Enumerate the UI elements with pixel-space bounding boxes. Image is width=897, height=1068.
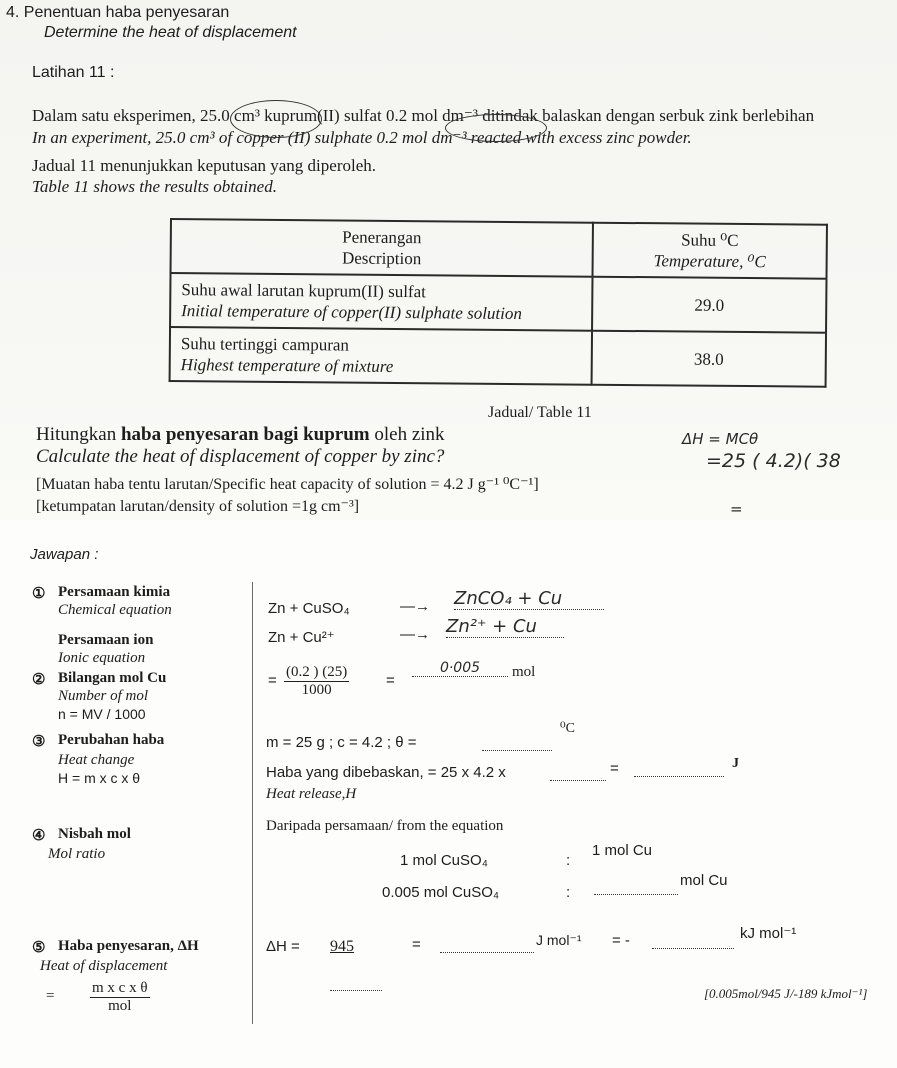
- row-highest-value: 38.0: [592, 331, 826, 387]
- dh-formula-denominator: mol: [108, 998, 132, 1014]
- dh-symbol: ΔH =: [266, 938, 300, 955]
- step1-marker: ①: [32, 586, 46, 602]
- heat-release-en: Heat release,H: [266, 786, 357, 802]
- dh-formula-equals: =: [46, 988, 55, 1004]
- header-temperature-ms: Suhu ⁰C: [681, 230, 739, 250]
- ink-circle-volume: [230, 100, 322, 138]
- row-highest-description: [170, 327, 592, 385]
- ink-circle-concentration: [445, 114, 547, 142]
- heat-equals: =: [610, 760, 619, 777]
- heat-values: m = 25 g ; c = 4.2 ; θ =: [266, 734, 417, 751]
- ionic-eq-answer[interactable]: Zn²⁺ + Cu: [446, 616, 564, 638]
- task-en: Calculate the heat of displacement of copper by zinc?: [36, 446, 445, 467]
- solution-density: [ketumpatan larutan/density of solution =1g cm⁻³]: [36, 498, 360, 515]
- mol-fraction: [284, 664, 349, 699]
- header-description: [171, 219, 593, 277]
- chemical-eq-arrow: —→: [400, 598, 430, 615]
- step5-marker: ⑤: [32, 940, 46, 956]
- step2-marker: ②: [32, 672, 46, 688]
- answer-column-divider: [252, 582, 253, 1024]
- intro-ms: Dalam satu eksperimen, 25.0 cm³ kuprum(II) sulfat 0.2 mol dm⁻³ ditindak balaskan dengan serbuk zink berlebihan: [32, 106, 815, 125]
- heat-answer-blank[interactable]: [634, 762, 724, 777]
- row-highest-ms: Suhu tertinggi campuran: [180, 334, 350, 355]
- chemical-eq-answer[interactable]: ZnCO₄ + Cu: [454, 588, 604, 610]
- table-intro-ms: Jadual 11 menunjukkan keputusan yang diperoleh.: [32, 156, 377, 175]
- header-description-ms: Penerangan: [342, 227, 422, 248]
- ratio-2-unit: mol Cu: [680, 872, 728, 889]
- ionic-label-en: Ionic equation: [58, 650, 146, 666]
- step2-equals: =: [268, 672, 277, 689]
- theta-unit: ⁰C: [560, 721, 575, 736]
- ionic-label-ms: Persamaan ion: [58, 632, 154, 648]
- margin-note-formula: ΔH = MCθ: [682, 430, 759, 448]
- header-description-en: Description: [341, 248, 422, 269]
- ratio-2-colon: :: [566, 884, 571, 901]
- row-highest-en: Highest temperature of mixture: [180, 355, 394, 376]
- step2-equals-2: =: [386, 672, 395, 689]
- dh-value: 945: [330, 938, 354, 955]
- question-title-en: Determine the heat of displacement: [44, 24, 297, 41]
- mol-denominator: 1000: [301, 682, 332, 698]
- ratio-1-left: 1 mol CuSO₄: [400, 852, 488, 869]
- row-initial-en: Initial temperature of copper(II) sulphate solution: [181, 301, 522, 324]
- step3-label-ms: Perubahan haba: [58, 732, 165, 748]
- ionic-eq-arrow: —→: [400, 626, 430, 643]
- dh-joule-blank[interactable]: [440, 938, 534, 953]
- heat-formula: H = m x c x θ: [58, 770, 141, 786]
- dh-working-blank[interactable]: [330, 982, 382, 991]
- intro-en: In an experiment, 25.0 cm³ of copper (II) sulphate 0.2 mol dm⁻³ reacted with excess zinc powder.: [32, 128, 692, 147]
- step3-marker: ③: [32, 734, 46, 750]
- from-equation: Daripada persamaan/ from the equation: [266, 818, 504, 834]
- answer-hint: [0.005mol/945 J/-189 kJmol⁻¹]: [704, 986, 868, 1001]
- dh-formula: [90, 980, 150, 1015]
- table-caption: Jadual/ Table 11: [488, 404, 592, 421]
- dh-formula-numerator: m x c x θ: [92, 980, 148, 996]
- task-ms: [36, 424, 445, 446]
- ratio-1-right: 1 mol Cu: [592, 842, 653, 859]
- margin-note-substitution: =25 ( 4.2)( 38: [706, 450, 841, 472]
- mol-numerator: (0.2 ) (25): [286, 664, 348, 680]
- step2-label-en: Number of mol: [58, 688, 148, 704]
- ionic-eq-left: Zn + Cu²⁺: [268, 629, 335, 646]
- answer-heading: Jawapan :: [30, 546, 99, 563]
- dh-equals: =: [412, 936, 421, 953]
- table-intro-en: Table 11 shows the results obtained.: [32, 177, 277, 196]
- step4-label-en: Mol ratio: [48, 846, 106, 862]
- margin-note-equals: =: [730, 500, 743, 518]
- dh-joule-unit: J mol⁻¹: [536, 932, 582, 948]
- step3-label-en: Heat change: [58, 752, 135, 768]
- step1-label-ms: Persamaan kimia: [58, 584, 171, 600]
- step4-marker: ④: [32, 828, 46, 844]
- header-temperature: [593, 223, 827, 279]
- table-row: [170, 327, 826, 387]
- heat-unit: J: [732, 756, 739, 771]
- step2-label-ms: Bilangan mol Cu: [58, 670, 167, 686]
- heat-theta-blank[interactable]: [550, 766, 606, 781]
- dh-kj-blank[interactable]: [652, 934, 734, 949]
- step5-label-ms: Haba penyesaran, ΔH: [58, 938, 199, 954]
- heat-release-ms: Haba yang dibebaskan, = 25 x 4.2 x: [266, 764, 506, 781]
- ratio-2-left: 0.005 mol CuSO₄: [382, 884, 500, 901]
- specific-heat-capacity: [Muatan haba tentu larutan/Specific heat capacity of solution = 4.2 J g⁻¹ ⁰C⁻¹]: [36, 476, 539, 493]
- step5-label-en: Heat of displacement: [40, 958, 168, 974]
- header-temperature-en: Temperature, ⁰C: [653, 251, 766, 272]
- row-initial-ms: Suhu awal larutan kuprum(II) sulfat: [181, 280, 426, 302]
- exercise-label: Latihan 11 :: [32, 64, 115, 81]
- dh-kj-unit: kJ mol⁻¹: [740, 925, 797, 942]
- results-table: [169, 218, 828, 388]
- row-initial-description: [170, 273, 592, 331]
- table-header-row: [171, 219, 827, 279]
- step1-label-en: Chemical equation: [58, 602, 172, 618]
- ratio-2-blank[interactable]: [594, 880, 678, 895]
- chemical-eq-left: Zn + CuSO₄: [268, 600, 350, 617]
- table-row: [170, 273, 826, 333]
- task-ms-bold: haba penyesaran bagi kuprum: [120, 424, 370, 445]
- mol-answer[interactable]: 0·005: [412, 660, 508, 677]
- task-ms-suffix: oleh zink: [369, 424, 445, 445]
- mol-unit: mol: [512, 664, 536, 680]
- step4-label-ms: Nisbah mol: [58, 826, 131, 842]
- mol-formula: n = MV / 1000: [58, 706, 146, 722]
- question-title-ms: 4. Penentuan haba penyesaran: [6, 4, 230, 21]
- theta-blank[interactable]: [482, 736, 552, 751]
- row-initial-value: 29.0: [592, 277, 826, 333]
- ratio-1-colon: :: [566, 852, 571, 869]
- dh-equals-negative: = -: [612, 932, 630, 949]
- task-ms-prefix: Hitungkan: [36, 424, 121, 445]
